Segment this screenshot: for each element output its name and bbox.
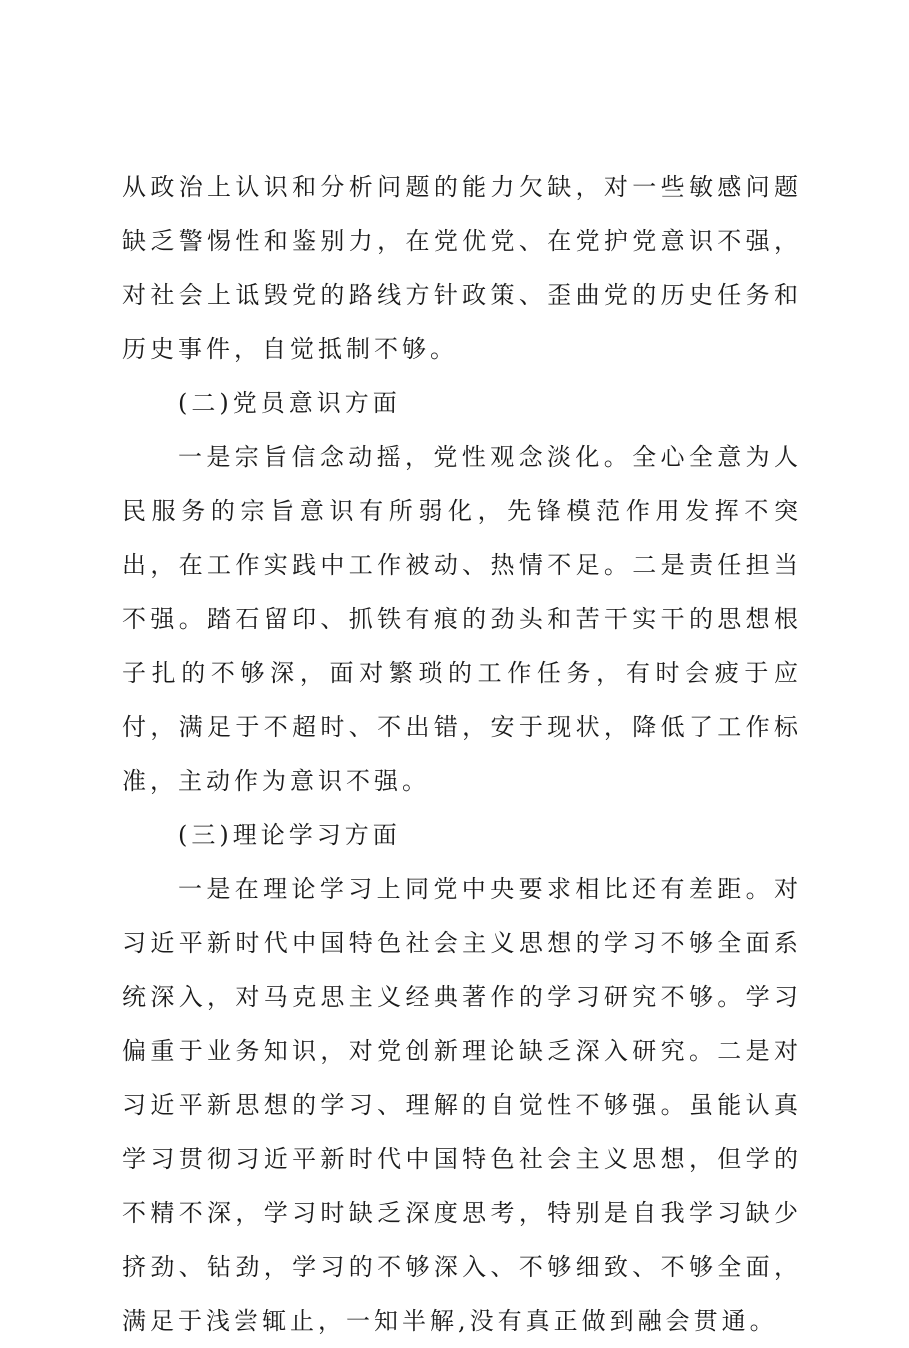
paragraph-theory-study: 一是在理论学习上同党中央要求相比还有差距。对习近平新时代中国特色社会主义思想的学习不够全面系统深入，对马克思主义经典著作的学习研究不够。学习偏重于业务知识，对党创新理论缺乏深入研究。二是对习近平新思想的学习、理解的自觉性不够强。虽能认真学习贯彻习近平新时代中国特色社会主义思想，但学的不精不深，学习时缺乏深度思考，特别是自我学习缺少挤劲、钻劲，学习的不够深入、不够细致、不够全面，满足于浅尝辄止，一知半解,没有真正做到融会贯通。 [122, 875, 802, 1335]
paragraph-party-member-awareness: 一是宗旨信念动摇，党性观念淡化。全心全意为人民服务的宗旨意识有所弱化，先锋模范作用发挥不突出，在工作实践中工作被动、热情不足。二是责任担当不强。踏石留印、抓铁有痕的劲头和苦干实干的思想根子扎的不够深，面对繁琐的工作任务，有时会疲于应付，满足于不超时、不出错，安于现状，降低了工作标准，主动作为意识不强。 [122, 443, 802, 795]
paragraph-political-awareness: 从政治上认识和分析问题的能力欠缺，对一些敏感问题缺乏警惕性和鉴别力，在党优党、在党护党意识不强，对社会上诋毁党的路线方针政策、歪曲党的历史任务和历史事件，自觉抵制不够。 [122, 173, 802, 363]
section-heading-theory-study: (三)理论学习方面 [178, 821, 401, 849]
document-body [122, 160, 802, 1348]
section-heading-party-member-awareness: (二)党员意识方面 [178, 389, 401, 417]
